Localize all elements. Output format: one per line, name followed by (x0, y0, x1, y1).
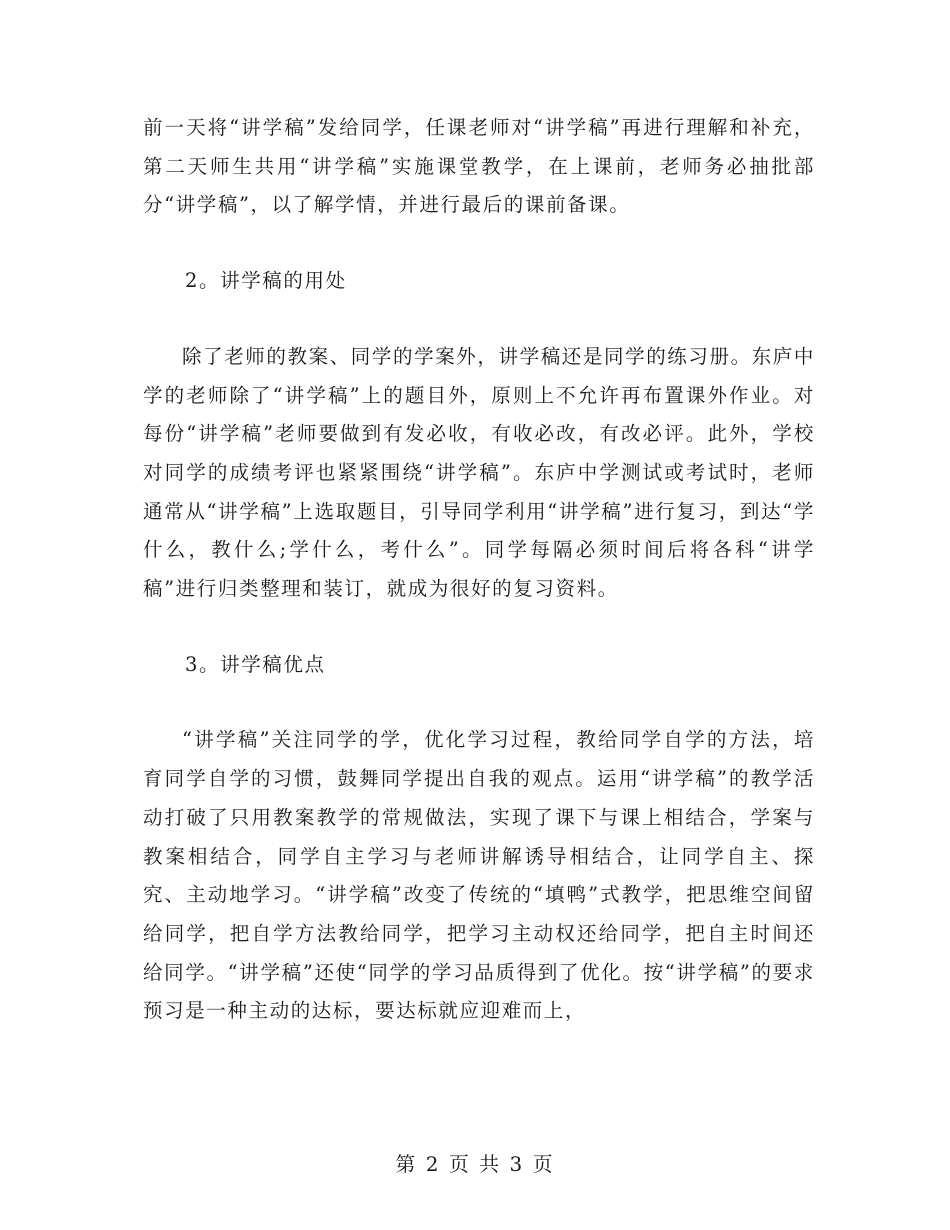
section-heading-advantages: 3。讲学稿优点 (185, 652, 326, 676)
paragraph-gap (143, 609, 815, 646)
paragraph-usage: 除了老师的教案、同学的学案外，讲学稿还是同学的练习册。东庐中学的老师除了“讲学稿”上的题目外，原则上不允许再布置课外作业。对每份“讲学稿”老师要做到有发必收，有收必改，有改必评。此外，学校对同学的成绩考评也紧紧围绕“讲学稿”。东庐中学测试或考试时，老师通常从“讲学稿”上选取题目，引导同学利用“讲学稿”进行复习，到达“学什么，教什么;学什么，考什么”。同学每隔必须时间后将各科“讲学稿”进行归类整理和装订，就成为很好的复习资料。 (143, 344, 816, 601)
document-body (143, 109, 815, 1031)
page-number-footer: 第 2 页 共 3 页 (395, 1152, 555, 1176)
paragraph-advantages: “讲学稿”关注同学的学，优化学习过程，教给同学自学的方法，培育同学自学的习惯，鼓舞同学提出自我的观点。运用“讲学稿”的教学活动打破了只用教案教学的常规做法，实现了课下与课上相结合，学案与教案相结合，同学自主学习与老师讲解诱导相结合，让同学自主、探究、主动地学习。“讲学稿”改变了传统的“填鸭”式教学，把思维空间留给同学，把自学方法教给同学，把学习主动权还给同学，把自主时间还给同学。“讲学稿”还使“同学的学习品质得到了优化。按“讲学稿”的要求预习是一种主动的达标，要达标就应迎难而上， (143, 728, 815, 1023)
paragraph-gap (143, 225, 815, 262)
paragraph-gap (143, 684, 815, 721)
paragraph-continuation: 前一天将“讲学稿”发给同学，任课老师对“讲学稿”再进行理解和补充，第二天师生共用“讲学稿”实施课堂教学，在上课前，老师务必抽批部分“讲学稿”，以了解学情，并进行最后的课前备课。 (143, 116, 815, 217)
section-heading-usage: 2。讲学稿的用处 (185, 269, 347, 293)
paragraph-gap (143, 301, 815, 338)
